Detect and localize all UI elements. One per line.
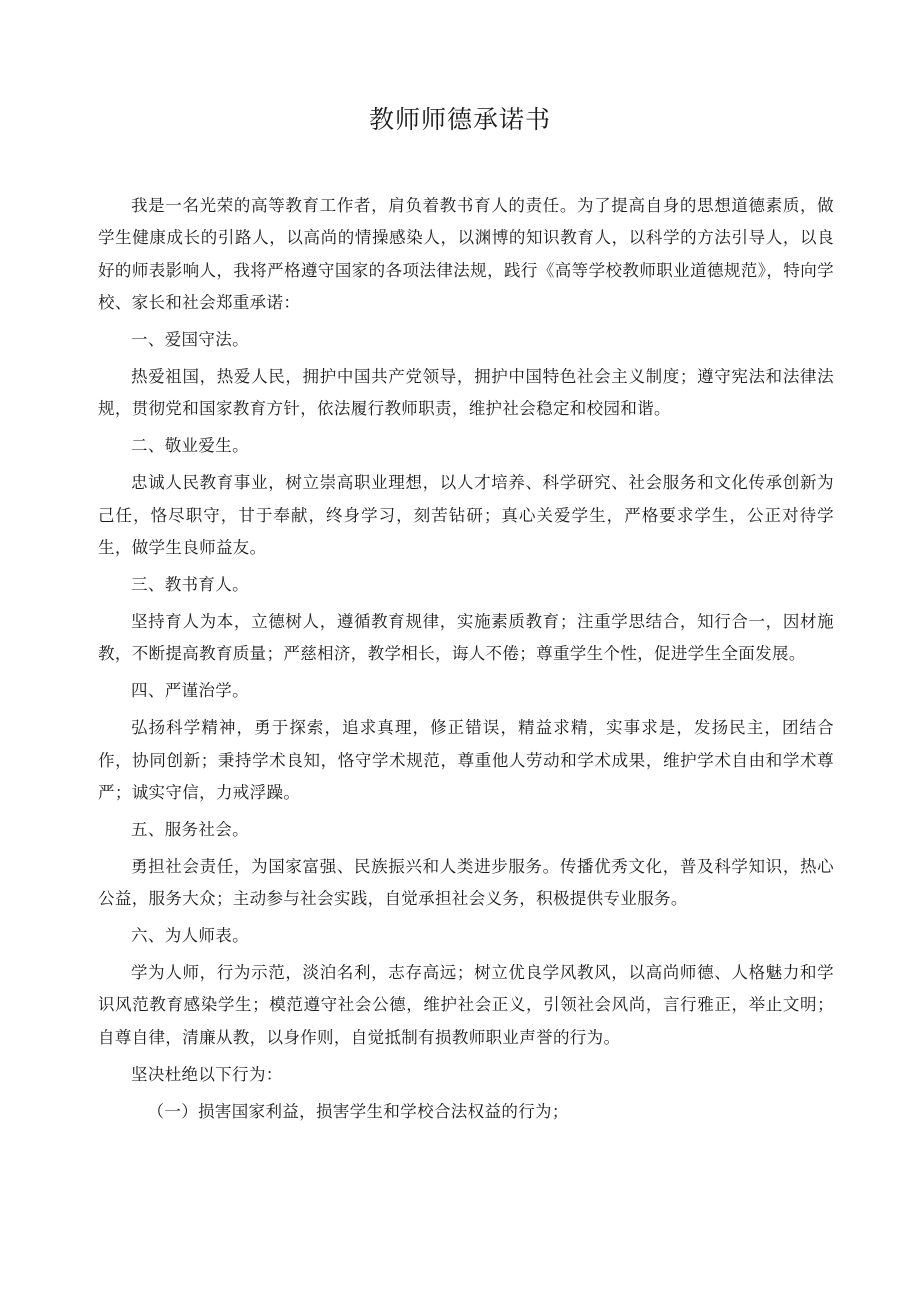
section-heading: 四、严谨治学。 bbox=[131, 681, 249, 701]
prohibit-item: （一）损害国家利益，损害学生和学校合法权益的行为； bbox=[147, 1101, 569, 1121]
section-text: 热爱祖国，热爱人民，拥护中国共产党领导，拥护中国特色社会主义制度；遵守宪法和法律法规，贯彻党和国家教育方针，依法履行教师职责，维护社会稳定和校园和谐。 bbox=[98, 367, 834, 419]
section-text: 弘扬科学精神，勇于探索，追求真理，修正错误，精益求精，实事求是，发扬民主，团结合作，协同创新；秉持学术良知，恪守学术规范，尊重他人劳动和学术成果，维护学术自由和学术尊严；诚实守信，力戒浮躁。 bbox=[98, 718, 834, 802]
document-title: 教师师德承诺书 bbox=[368, 105, 551, 134]
section-heading: 三、教书育人。 bbox=[131, 574, 249, 594]
section-text: 学为人师，行为示范，淡泊名利，志存高远；树立优良学风教风，以高尚师德、人格魅力和学识风范教育感染学生；模范遵守社会公德，维护社会正义，引领社会风尚，言行雅正，举止文明；自尊自律，清廉从教，以身作则，自觉抵制有损教师职业声誉的行为。 bbox=[98, 962, 834, 1047]
prohibit-heading: 坚决杜绝以下行为： bbox=[131, 1064, 283, 1084]
section-3 bbox=[98, 569, 834, 671]
section-6 bbox=[98, 920, 834, 1054]
section-text: 坚持育人为本，立德树人，遵循教育规律，实施素质教育；注重学思结合，知行合一，因材施教，不断提高教育质量；严慈相济，教学相长，诲人不倦；尊重学生个性，促进学生全面发展。 bbox=[98, 611, 834, 664]
section-heading: 二、敬业爱生。 bbox=[131, 436, 249, 456]
document-body bbox=[98, 190, 834, 1128]
section-4 bbox=[98, 675, 834, 809]
section-heading: 一、爱国守法。 bbox=[131, 330, 249, 350]
intro-paragraph: 我是一名光荣的高等教育工作者，肩负着教书育人的责任。为了提高自身的思想道德素质，做学生健康成长的引路人，以高尚的情操感染人，以渊博的知识教育人，以科学的方法引导人，以良好的师表影响人，我将严格遵守国家的各项法律法规，践行《高等学校教师职业道德规范》，特向学校、家长和社会郑重承诺： bbox=[98, 196, 834, 313]
section-text: 勇担社会责任，为国家富强、民族振兴和人类进步服务。传播优秀文化，普及科学知识，热心公益，服务大众；主动参与社会实践，自觉承担社会义务，积极提供专业服务。 bbox=[98, 856, 834, 909]
section-text: 忠诚人民教育事业，树立崇高职业理想，以人才培养、科学研究、社会服务和文化传承创新为己任，恪尽职守，甘于奉献，终身学习，刻苦钻研；真心关爱学生，严格要求学生，公正对待学生，做学生良师益友。 bbox=[98, 473, 834, 558]
section-1 bbox=[98, 324, 834, 426]
section-5 bbox=[98, 814, 834, 916]
section-heading: 六、为人师表。 bbox=[131, 926, 249, 946]
section-heading: 五、服务社会。 bbox=[131, 819, 249, 839]
section-2 bbox=[98, 430, 834, 564]
